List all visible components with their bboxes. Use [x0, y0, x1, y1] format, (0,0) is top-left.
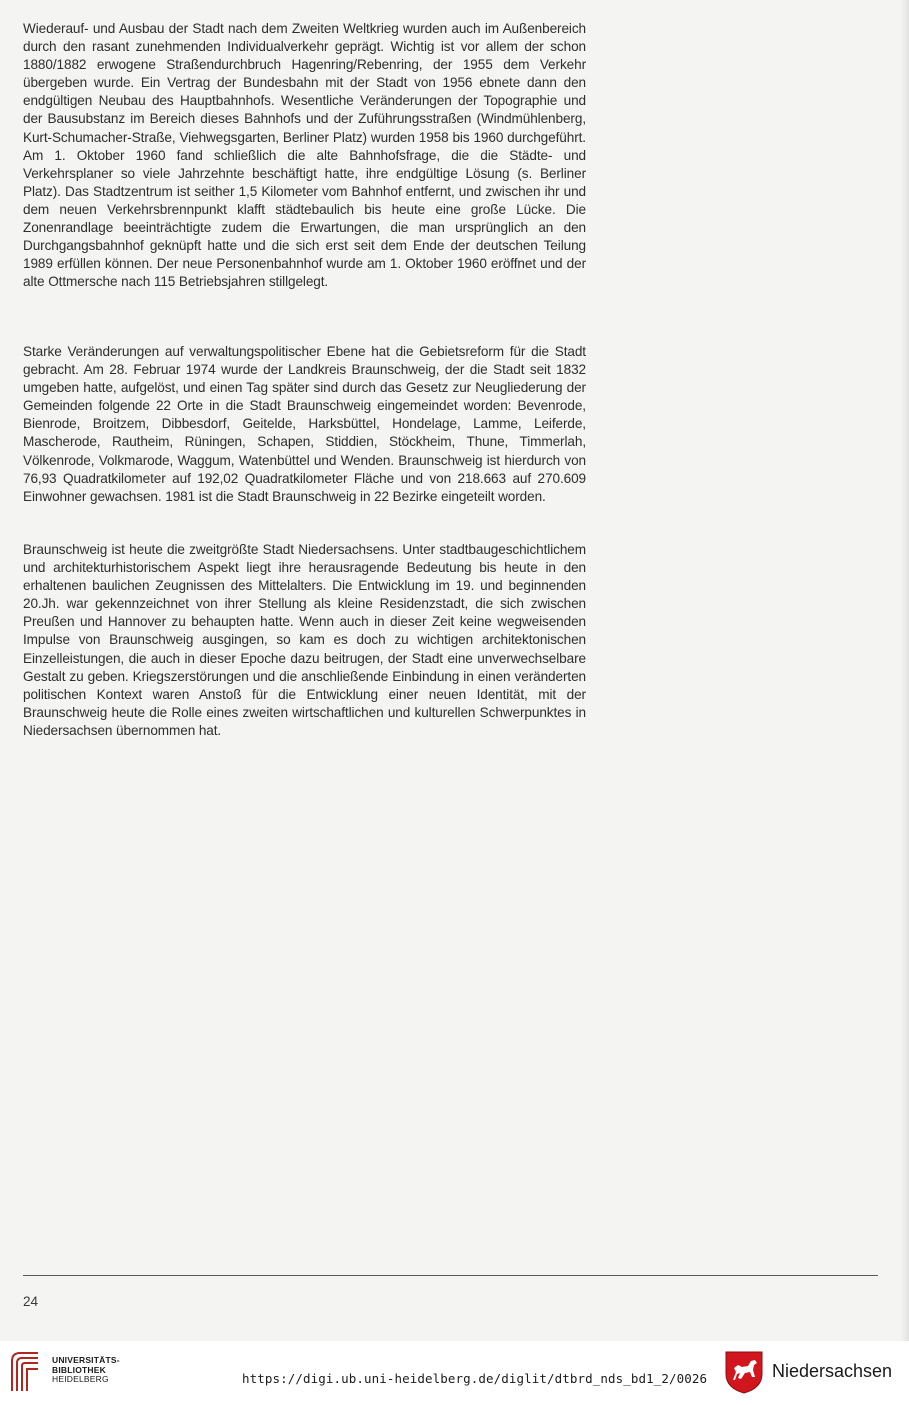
- library-name-line3: HEIDELBERG: [52, 1374, 109, 1384]
- source-url-link[interactable]: https://digi.ub.uni-heidelberg.de/diglit/dtbrd_nds_bd1_2/0026: [242, 1371, 708, 1386]
- body-paragraph-3: [23, 541, 586, 740]
- body-paragraph-2: [23, 343, 586, 506]
- ub-heidelberg-logo-icon: [8, 1347, 44, 1395]
- digitization-footer-bar: [0, 1341, 909, 1405]
- paragraph-text: Braunschweig ist heute die zweitgrößte Stadt Niedersachsens. Unter stadtbaugeschichtlichem und architekturhistorischem Aspekt liegt ihre herausragende Bedeutung bis heute in den erhaltenen baulichen Zeugnissen des Mittelalters. Die Entwicklung im 19. und beginnenden 20.Jh. war gekennzeichnet von ihrer Stellung als kleine Residenzstadt, die sich zwischen Preußen und Hannover zu behaupten hatte. Wenn auch in dieser Zeit keine wegweisenden Impulse von Braunschweig ausgingen, so kam es doch zu wichtigen architektonischen Einzelleistungen, die auch in dieser Epoche dazu beitrugen, der Stadt eine unverwechselbare Gestalt zu geben. Kriegszerstörungen und die anschließende Einbindung in einen veränderten politischen Kontext waren Anstoß für die Entwicklung einer neuen Identität, mit der Braunschweig heute die Rolle eines zweiten wirtschaftlichen und kulturellen Schwerpunktes in Niedersachsen übernommen hat.: [23, 542, 586, 738]
- paragraph-text: Starke Veränderungen auf verwaltungspolitischer Ebene hat die Gebietsreform für die Stadt gebracht. Am 28. Februar 1974 wurde der Landkreis Braunschweig, der die Stadt seit 1832 umgeben hatte, aufgelöst, und einen Tag später sind durch das Gesetz zur Neugliederung der Gemeinden folgende 22 Orte in die Stadt Braunschweig eingemeindet worden: Bevenrode, Bienrode, Broitzem, Dibbesdorf, Geitelde, Harksbüttel, Hondelage, Lamme, Leiferde, Mascherode, Rautheim, Rüningen, Schapen, Stiddien, Stöckheim, Thune, Timmerlah, Völkenrode, Volkmarode, Waggum, Watenbüttel und Wenden. Braunschweig ist hierdurch von 76,93 Quadratkilometer auf 192,02 Quadratkilometer Fläche und von 218.663 auf 270.609 Einwohner gewachsen. 1981 ist die Stadt Braunschweig in 22 Bezirke eingeteilt worden.: [23, 344, 586, 504]
- page-number: 24: [23, 1294, 39, 1309]
- state-name: Niedersachsen: [772, 1361, 893, 1381]
- niedersachsen-horse-icon: [724, 1350, 764, 1394]
- library-name-line2: BIBLIOTHEK: [52, 1364, 106, 1375]
- footer-divider: [23, 1275, 878, 1276]
- library-name: [52, 1356, 120, 1385]
- page-edge-shadow: [901, 0, 909, 1341]
- library-name-line1: UNIVERSITÄTS-: [52, 1355, 120, 1365]
- paragraph-text: Wiederauf- und Ausbau der Stadt nach dem Zweiten Weltkrieg wurden auch im Außenbereich durch den rasant zunehmenden Individualverkehr geprägt. Wichtig ist vor allem der schon 1880/1882 erwogene Straßendurchbruch Hagenring/Rebenring, der 1955 dem Verkehr übergeben wurde. Ein Vertrag der Bundesbahn mit der Stadt von 1956 ebnete dann den endgültigen Neubau des Hauptbahnhofs. Wesentliche Veränderungen der Topographie und der Bausubstanz im Bereich dieses Bahnhofs und der Zuführungsstraßen (Windmühlenberg, Kurt-Schumacher-Straße, Viehwegsgarten, Berliner Platz) wurden 1958 bis 1960 durchgeführt. Am 1. Oktober 1960 fand schließlich die alte Bahnhofsfrage, die die Städte- und Verkehrsplaner so viele Jahrzehnte beschäftigt hatte, ihre endgültige Lösung (s. Berliner Platz). Das Stadtzentrum ist seither 1,5 Kilometer vom Bahnhof entfernt, und zwischen ihr und dem neuen Verkehrsbrennpunkt klafft städtebaulich bis heute eine große Lücke. Die Zonenrandlage beeinträchtigte zudem die Erwartungen, die man ursprünglich an den Durchgangsbahnhof geknüpft hatte und die sich erst seit dem Ende der deutschen Teilung 1989 erfüllen können. Der neue Personenbahnhof wurde am 1. Oktober 1960 eröffnet und der alte Ottmersche nach 115 Betriebsjahren stillgelegt.: [23, 21, 586, 290]
- body-paragraph-1: [23, 20, 586, 291]
